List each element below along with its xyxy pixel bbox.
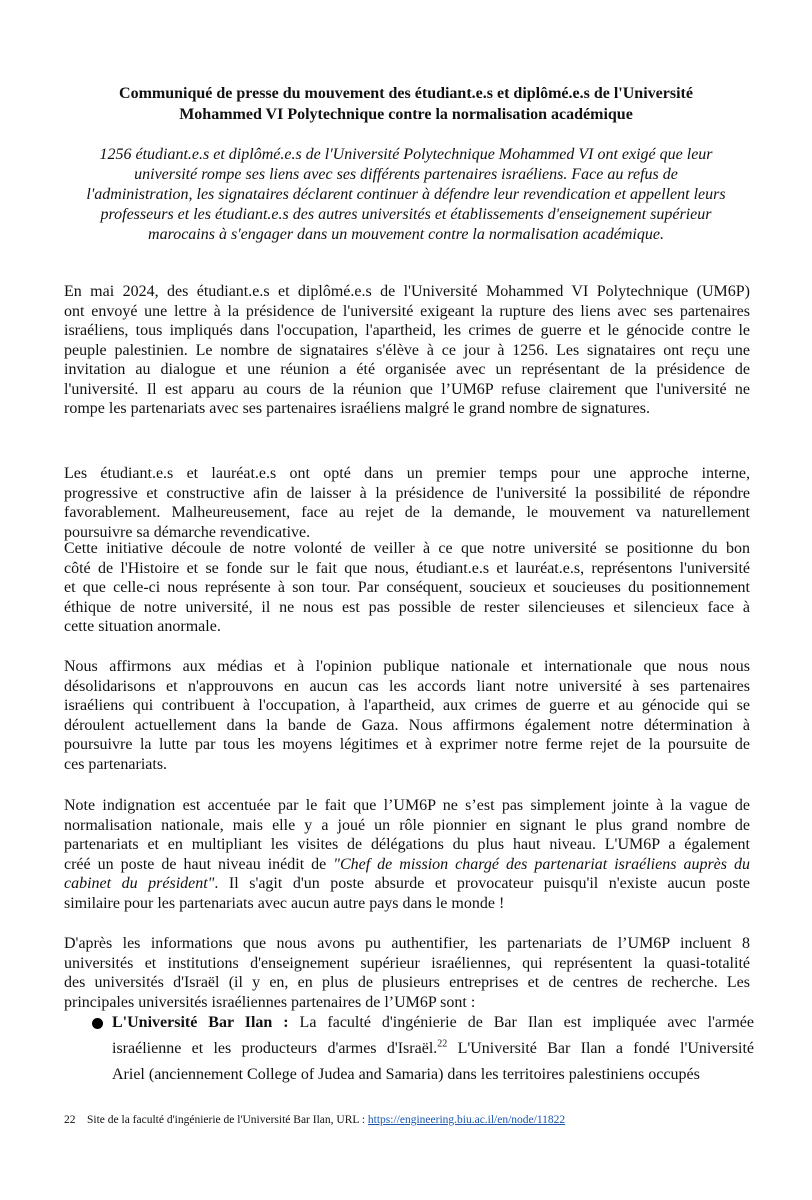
bullet-icon [92,1018,103,1029]
text-segment: L'Université Bar Ilan a fondé l'Université [447,1040,754,1057]
bullet-text [112,1010,754,1088]
text-line: favorablement. Malheureusement, face au rejet de la demande, le mouvement va naturellement [64,504,750,521]
text-line: invitation au dialogue et une réunion a été organisée avec un représentant de la présidence de [64,361,750,378]
text-line: Nous affirmons aux médias et à l'opinion publique nationale et internationale que nous nous [64,658,750,675]
text-line: israéliens, tous impliqués dans l'occupation, l'apartheid, les crimes de guerre et le génocide contre le [64,322,750,339]
text-line: cette situation anormale. [64,618,221,635]
text-line: poursuivre sa démarche revendicative. [64,523,311,541]
lead-line: l'administration, les signataires déclarent continuer à défendre leur revendication et appellent leurs [86,186,726,203]
lead-line: 1256 étudiant.e.s et diplômé.e.s de l'Université Polytechnique Mohammed VI ont exigé que leur [99,146,713,163]
text-line: l'université. Il est apparu au cours de la réunion que l’UM6P refuse clairement que l'université ne [64,380,750,398]
text-line: similaire pour les partenariats avec aucun autre pays dans le monde ! [64,894,505,912]
footnote-reference[interactable]: 22 [437,1038,448,1050]
text-line: éthique de notre université, il ne nous est pas possible de rester silencieuses et silencieux face à [64,598,750,616]
bullet-heading: L'Université Bar Ilan : [112,1014,289,1031]
quoted-title: "Chef de mission chargé des partenariat israéliens auprès du [333,855,750,873]
text-line: principales universités israéliennes partenaires de l’UM6P sont : [64,993,476,1011]
text-segment: . Il s'agit d'un poste absurde et provocateur puisqu'il n'existe aucun poste [214,875,750,892]
text-line: ont envoyé une lettre à la présidence de l'université exigeant la rupture des liens avec ses partenaires [64,302,750,320]
text-segment: créé un poste de haut niveau inédit de [64,855,334,873]
footnote [64,1113,750,1127]
text-segment: israélienne et les producteurs d'armes d'Israël. [112,1040,438,1057]
text-line: progressive et constructive afin de laisser à la présidence de l'université la possibilité de répondre [64,484,750,502]
footnote-link[interactable]: https://engineering.biu.ac.il/en/node/11822 [367,1114,566,1126]
text-line: D'après les informations que nous avons pu authentifier, les partenariats de l’UM6P incluent 8 [64,935,750,952]
text-line: déroulent actuellement dans la bande de Gaza. Nous affirmons également notre détermination à [64,716,750,734]
text-line: ces partenariats. [64,755,168,773]
title-line: Communiqué de presse du mouvement des étudiant.e.s et diplômé.e.s de l'Université [119,85,693,102]
text-line: poursuivre la lutte par tous les moyens légitimes et à exprimer notre ferme rejet de la poursuite de [64,736,750,753]
text-line: et que celle-ci nous représente à son tour. Par conséquent, soucieux et soucieuses du positionnement [64,579,750,596]
text-line: Ariel (anciennement College of Judea and Samaria) dans les territoires palestiniens occupés [112,1066,700,1083]
text-line [64,874,750,894]
text-line: Note indignation est accentuée par le fait que l’UM6P ne s’est pas simplement jointe à la vague de [64,797,750,814]
text-line: Cette initiative découle de notre volonté de veiller à ce que notre université se positionne du bon [64,540,750,557]
text-line: universités et institutions d'enseignement supérieur israéliennes, qui représentent la quasi-totalité [64,954,750,972]
text-line: rompe les partenariats avec ses partenaires israéliens malgré le grand nombre de signatures. [64,400,650,417]
paragraph-2 [64,464,750,542]
text-line [112,1010,754,1036]
paragraph-6 [64,934,750,1012]
text-line: des universités d'Israël (il y en, en plus de plusieurs entreprises et de centres de recherche. Les [64,974,750,991]
text-line: désolidarisons et n'approuvons en aucun cas les accords liant notre université à ses partenaires [64,677,750,695]
text-line: partenariats et en multipliant les visites de délégations du plus haut niveau. L'UM6P a également [64,836,750,853]
lead-line: professeurs et les étudiant.e.s des autres universités et établissements d'enseignement supérieur [100,206,712,223]
lead-summary [60,145,752,245]
footnote-number: 22 [64,1114,76,1126]
title-line: Mohammed VI Polytechnique contre la normalisation académique [179,106,633,123]
paragraph-3 [64,539,750,637]
text-line: peuple palestinien. Le nombre de signataires s'élève à ce jour à 1256. Les signataires ont reçu une [64,341,750,359]
press-release-title [60,83,752,125]
text-line [64,855,750,875]
text-line [112,1036,754,1062]
text-line: israéliens qui contribuent à l'occupation, à l'apartheid, aux crimes de guerre et au génocide qui se [64,697,750,714]
paragraph-4 [64,657,750,774]
footnote-text: Site de la faculté d'ingénierie de l'Université Bar Ilan, URL : [87,1114,368,1126]
text-line: côté de l'Histoire et se fonde sur le fait que nous, étudiant.e.s et lauréat.e.s, représentons l'université [64,559,750,577]
text-line: normalisation nationale, mais elle y a joué un rôle pionnier en signant le plus grand nombre de [64,816,750,834]
paragraph-5 [64,796,750,913]
lead-line: marocains à s'engager dans un mouvement contre la normalisation académique. [148,226,664,243]
paragraph-1 [64,282,750,419]
lead-line: université rompe ses liens avec ses différents partenaires israéliens. Face au refus de [134,166,678,183]
text-line: En mai 2024, des étudiant.e.s et diplômé.e.s de l'Université Mohammed VI Polytechnique (UM6P) [64,283,750,300]
text-line: Les étudiant.e.s et lauréat.e.s ont opté dans un premier temps pour une approche interne, [64,465,750,482]
text-segment: La faculté d'ingénierie de Bar Ilan est impliquée avec l'armée [288,1014,755,1031]
quoted-title: cabinet du président" [64,875,215,892]
